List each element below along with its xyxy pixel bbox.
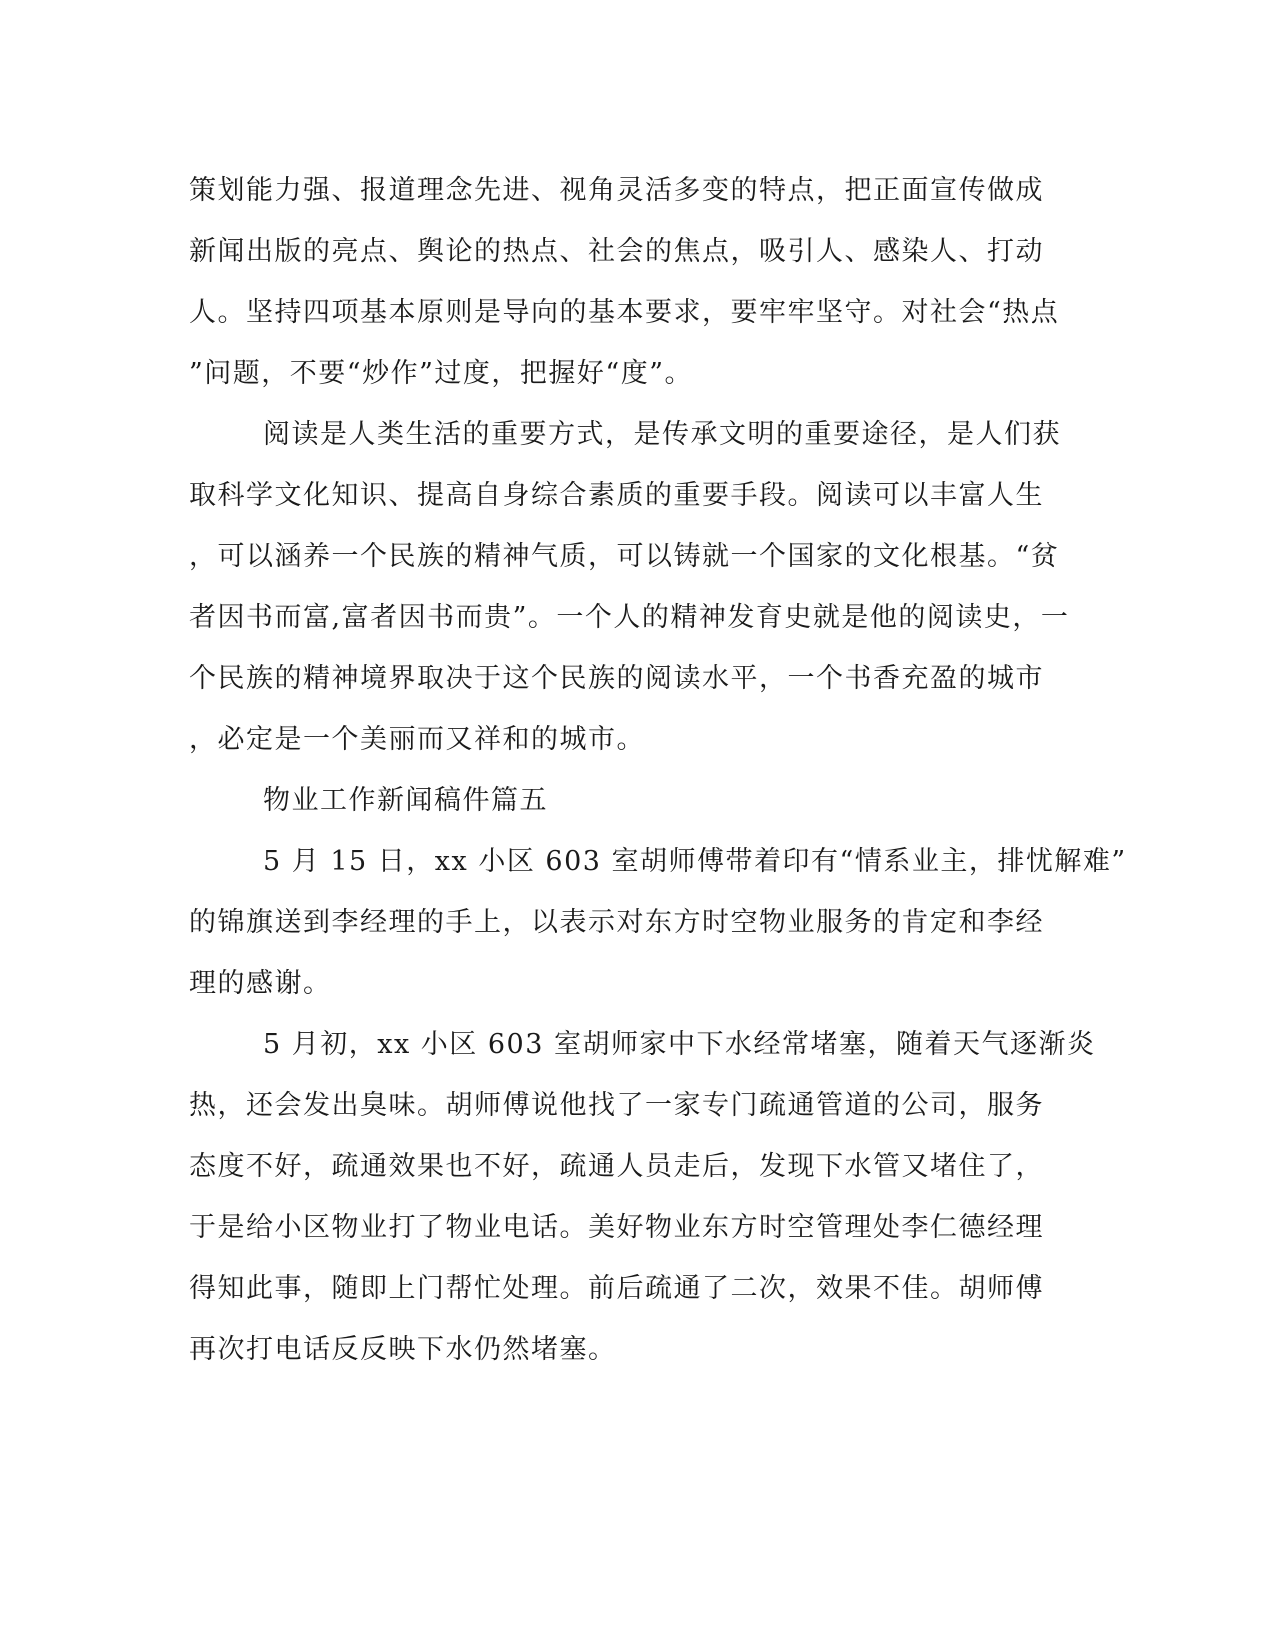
- paragraph-drain-issue: [189, 1014, 1096, 1380]
- text-line: 人。坚持四项基本原则是导向的基本要求，要牢牢坚守。对社会“热点: [189, 297, 1060, 328]
- text-line: 个民族的精神境界取决于这个民族的阅读水平，一个书香充盈的城市: [189, 663, 1044, 694]
- section-heading: [189, 770, 1089, 831]
- text-line: 态度不好，疏通效果也不好，疏通人员走后，发现下水管又堵住了，: [189, 1151, 1044, 1182]
- text-line: 取科学文化知识、提高自身综合素质的重要手段。阅读可以丰富人生: [189, 480, 1044, 511]
- text-line: 的锦旗送到李经理的手上，以表示对东方时空物业服务的肯定和李经: [189, 907, 1044, 938]
- text-line: ”问题，不要“炒作”过度，把握好“度”。: [189, 358, 694, 389]
- text-line: ，可以涵养一个民族的精神气质，可以铸就一个国家的文化根基。“贫: [189, 541, 1060, 572]
- paragraph-banner-gift: [189, 831, 1127, 1014]
- paragraph-reading: [189, 404, 1089, 770]
- text-line: ，必定是一个美丽而又祥和的城市。: [189, 724, 645, 755]
- text-line: 策划能力强、报道理念先进、视角灵活多变的特点，把正面宣传做成: [189, 175, 1044, 206]
- text-line: 理的感谢。: [189, 968, 332, 999]
- text-line: 得知此事，随即上门帮忙处理。前后疏通了二次，效果不佳。胡师傅: [189, 1273, 1044, 1304]
- text-line: 5 月初，xx 小区 603 室胡师家中下水经常堵塞，随着天气逐渐炎: [263, 1029, 1096, 1060]
- paragraph-media-guidance: [189, 160, 1089, 404]
- text-line: 阅读是人类生活的重要方式，是传承文明的重要途径，是人们获: [263, 419, 1061, 450]
- text-line: 者因书而富,富者因书而贵”。一个人的精神发育史就是他的阅读史，一: [189, 602, 1070, 633]
- text-line: 再次打电话反反映下水仍然堵塞。: [189, 1334, 617, 1365]
- text-line: 于是给小区物业打了物业电话。美好物业东方时空管理处李仁德经理: [189, 1212, 1044, 1243]
- document-body: [189, 160, 1127, 1380]
- section-title: 物业工作新闻稿件篇五: [263, 785, 548, 816]
- text-line: 5 月 15 日，xx 小区 603 室胡师傅带着印有“情系业主，排忧解难”: [263, 846, 1127, 877]
- text-line: 新闻出版的亮点、舆论的热点、社会的焦点，吸引人、感染人、打动: [189, 236, 1044, 267]
- text-line: 热，还会发出臭味。胡师傅说他找了一家专门疏通管道的公司，服务: [189, 1090, 1044, 1121]
